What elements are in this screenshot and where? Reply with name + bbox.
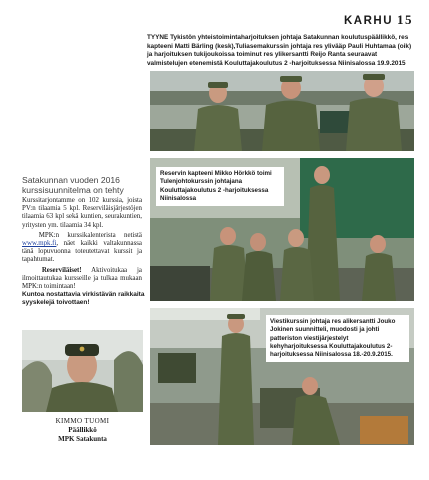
signature-block <box>22 417 143 443</box>
portrait-photo <box>22 330 143 412</box>
paragraph-course-calendar: MPK:n kurssikalenterista netistä www.mpk.fi, näet kaikki valtakunnassa tänä lopuvuonna toteutettavat kurssit ja tapahtumat. <box>22 231 142 264</box>
signature-name: KIMMO TUOMI <box>55 417 110 425</box>
page-header <box>344 12 413 28</box>
paragraph-course-count: Kurssitarjontamme on 102 kurssia, joista PV:n tilaamia 5 kpl. Reserviläisjärjestöjen tilaamia 63 kpl sekä kuntien, seurakuntien, yritysten ym. tilaamia 34 kpl. <box>22 197 142 229</box>
page-number: 15 <box>397 12 413 27</box>
top-photo-caption: TYYNE Tykistön yhteistoimintaharjoituksen johtaja Satakunnan koulutuspäällikkö, res kapteeni Matti Bärling (kesk),Tuliasemakurssin johtaja res ylivääp Pauli Huhtamaa (oik) ja harjoituksen tukijoukoissa toiminut res ylikersantti Reijo Ranta seuraavat valmistelujen etenemistä Kouluttajakoulutus 2 -harjoituksessa Niinisalossa 19.9.2015 <box>147 34 412 67</box>
mpk-website-link[interactable]: www.mpk.fi <box>22 240 57 248</box>
magazine-title: KARHU <box>343 15 393 27</box>
signature-role: Päällikkö <box>68 425 97 434</box>
paragraph-call-to-action: Reserviläiset! Aktivoitukaa ja ilmoittautukaa kursseille ja tulkaa mukaan MPK:n toimintaan! <box>22 266 142 291</box>
signature-org: MPK Satakunta <box>58 434 107 443</box>
section-title: Satakunnan vuoden 2016 kurssisuunnitelma on tehty <box>22 175 124 195</box>
closing-note: Kuntoa nostattavia virkistävän raikkaita syyskelejä toivottaen! <box>22 291 145 307</box>
photo2-caption: Reservin kapteeni Mikko Hörkkö toimi Tulenjohtokurssin johtajana Kouluttajakoulutus 2 -harjoituksessa Niinisalossa <box>156 167 284 206</box>
photo3-caption: Viestikurssin johtaja res alikersantti Jouko Jokinen suunnitteli, muodosti ja johti patteriston viestijärjestelyt kehyharjoituksessa Kouluttajakoulutus 2-harjoituksessa Niinisalossa 18.-20.9.2015. <box>266 315 409 362</box>
photo-officers-outdoors <box>150 71 414 151</box>
course-plan-article <box>22 175 142 291</box>
